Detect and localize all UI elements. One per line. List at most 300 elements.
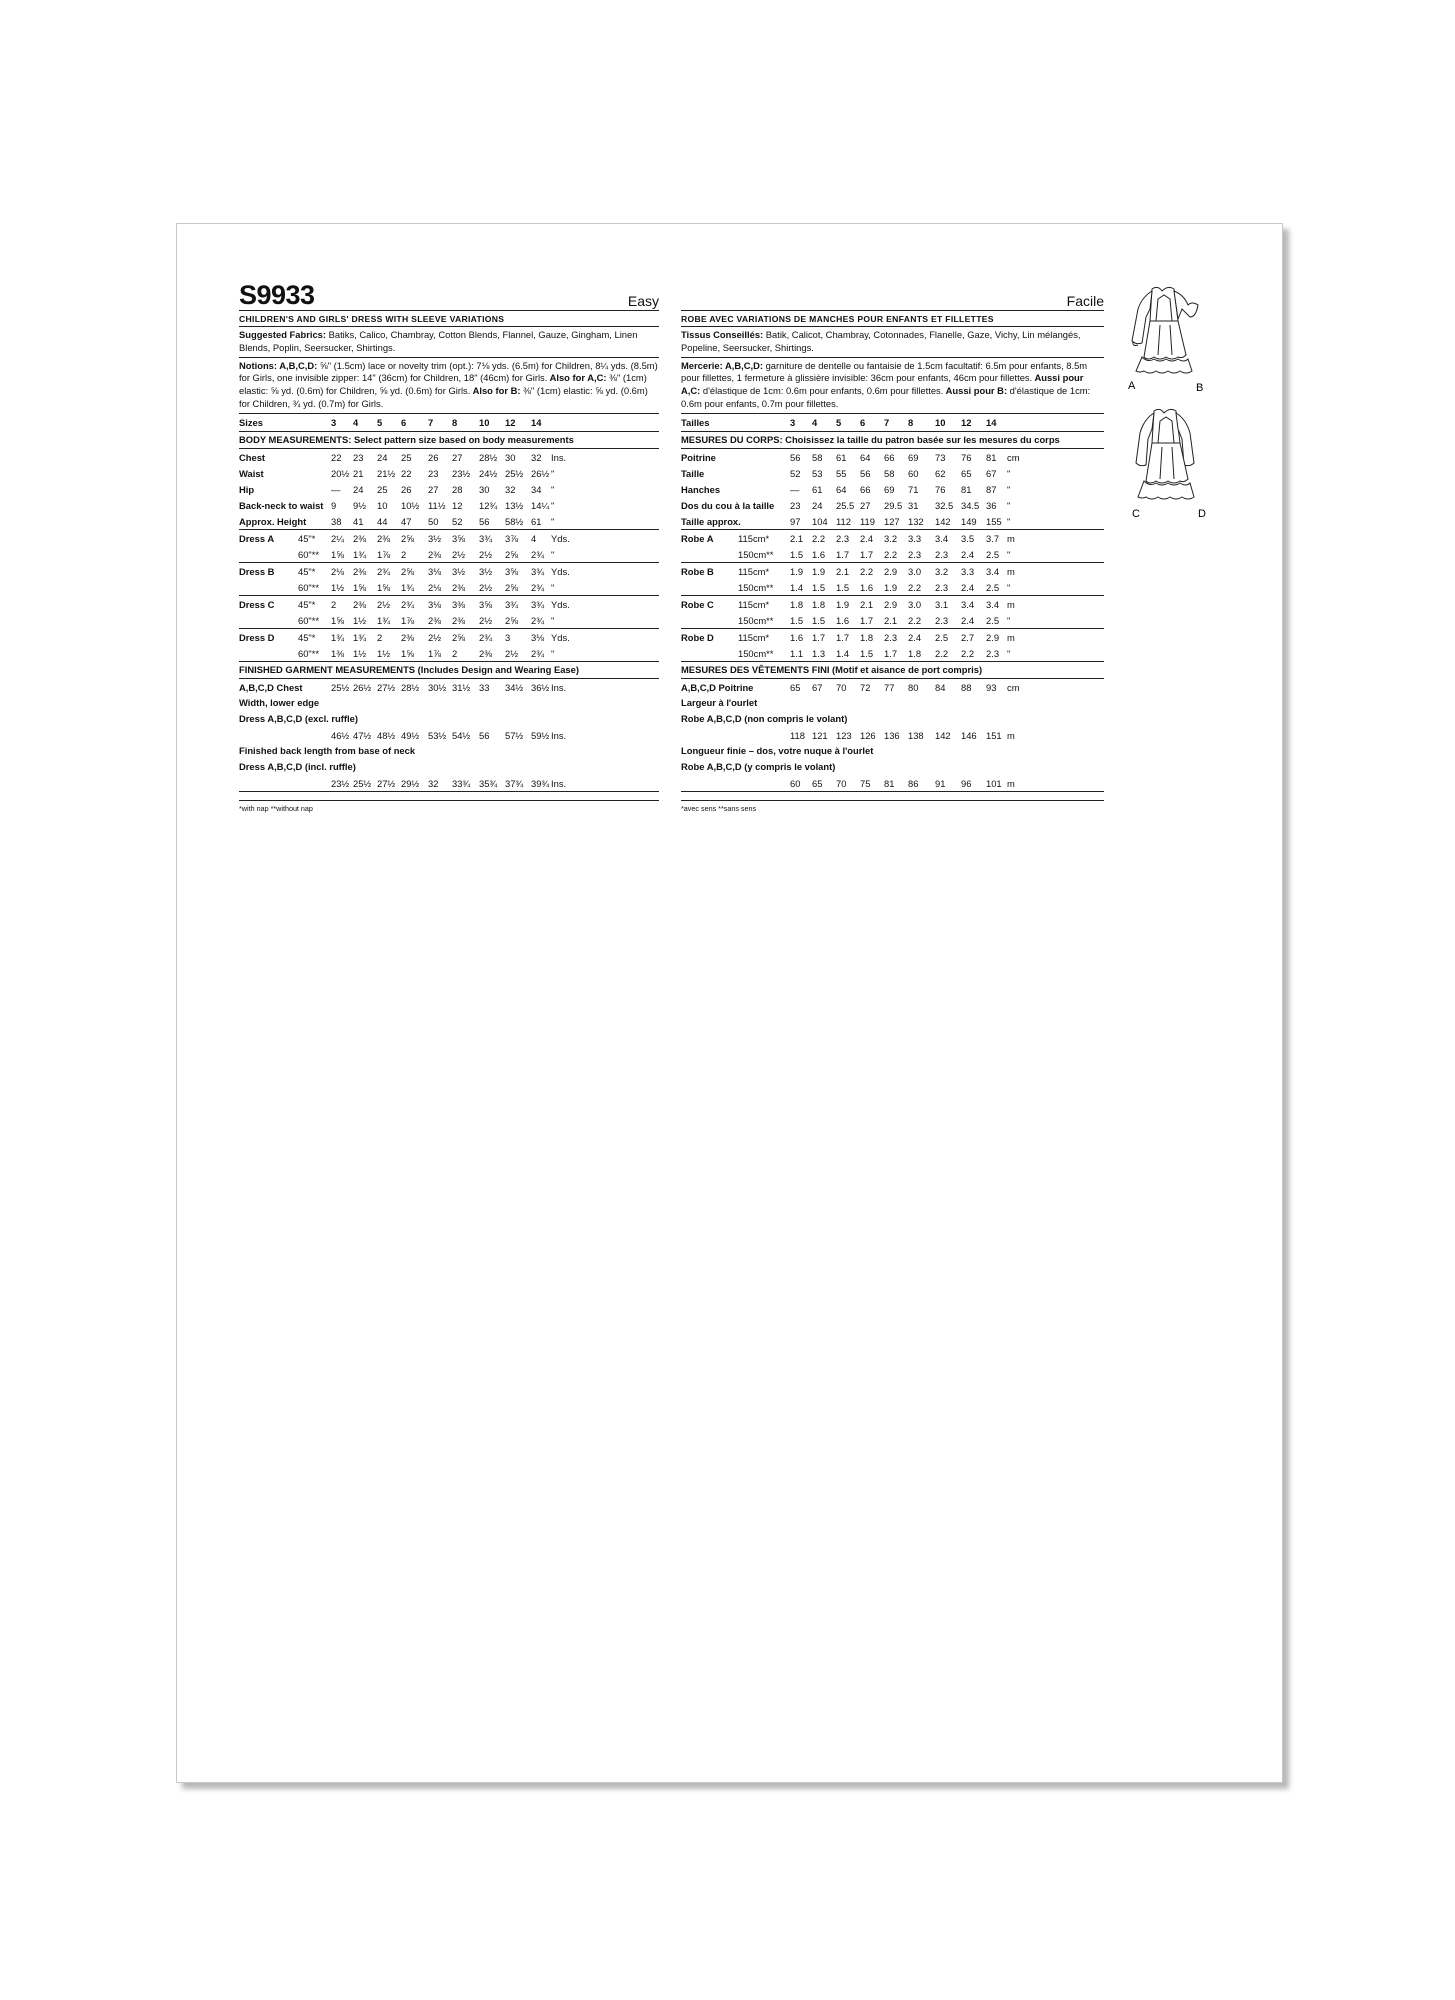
value-cell: 2.5: [935, 631, 949, 643]
value-cell: 59½: [531, 729, 550, 741]
value-cell: 97: [790, 515, 801, 527]
value-cell: 2.4: [860, 532, 874, 544]
value-cell: 2¾: [479, 631, 493, 643]
value-cell: 44: [377, 515, 388, 527]
value-cell: 23: [790, 499, 801, 511]
value-cell: 20½: [331, 467, 350, 479]
value-cell: 155: [986, 515, 1002, 527]
value-cell: 27: [428, 483, 439, 495]
unit-cell: ": [551, 548, 555, 560]
value-cell: 1.3: [812, 647, 826, 659]
value-cell: 12: [505, 416, 516, 428]
fabric-width: 45"*: [298, 565, 316, 577]
suggested-fabrics: [239, 327, 659, 358]
view-label: Dress A: [239, 532, 275, 544]
value-cell: 2½: [505, 647, 519, 659]
value-cell: 2.5: [986, 548, 1000, 560]
value-cell: 37¾: [505, 777, 524, 789]
value-cell: 2.9: [884, 598, 898, 610]
yardage-group: [239, 530, 659, 563]
value-cell: —: [790, 483, 800, 495]
value-cell: 27½: [377, 777, 396, 789]
fabric-width: 150cm**: [738, 581, 774, 593]
value-cell: 3¾: [505, 598, 519, 610]
value-cell: 1⅝: [353, 581, 367, 593]
value-cell: 2¾: [531, 548, 545, 560]
notions-text: ⅜" (1cm) elastic: ⅝ yd. (0.6m) for Children, ⅝ yd. (0.6m) for Girls.: [239, 372, 647, 397]
value-cell: 2⅜: [452, 581, 466, 593]
fabric-width: 45"*: [298, 598, 316, 610]
value-cell: 1½: [331, 581, 345, 593]
value-cell: 3½: [479, 565, 493, 577]
value-cell: 6: [401, 416, 407, 428]
value-cell: 2.1: [790, 532, 804, 544]
finished-back-row: [239, 775, 659, 792]
value-cell: 2.4: [961, 548, 975, 560]
yardage-row: [239, 645, 659, 661]
value-cell: 12¾: [479, 499, 498, 511]
unit-cell: ": [1007, 581, 1011, 593]
suggested-fabrics: [681, 327, 1104, 358]
yardage-group: [239, 596, 659, 629]
view-label: Dress B: [239, 565, 275, 577]
value-cell: 1⅞: [428, 647, 442, 659]
finished-back-label: Longueur finie – dos, votre nuque à l'ourlet: [681, 744, 874, 756]
value-cell: 58: [812, 451, 823, 463]
value-cell: 64: [836, 483, 847, 495]
value-cell: 1.7: [860, 614, 874, 626]
value-cell: 2½: [428, 631, 442, 643]
body-measurement-row: [239, 449, 659, 465]
value-cell: 67: [986, 467, 997, 479]
unit-cell: ": [1007, 647, 1011, 659]
value-cell: 73: [935, 451, 946, 463]
finished-width-sublabel: Dress A,B,C,D (excl. ruffle): [239, 712, 358, 724]
value-cell: 1.6: [836, 614, 850, 626]
value-cell: 7: [428, 416, 434, 428]
view-label: Dress C: [239, 598, 275, 610]
unit-cell: ": [551, 499, 555, 511]
value-cell: 2½: [479, 581, 493, 593]
value-cell: 39¾: [531, 777, 550, 789]
unit-cell: m: [1007, 565, 1015, 577]
value-cell: 34.5: [961, 499, 980, 511]
value-cell: 2⅜: [479, 647, 493, 659]
value-cell: 2.2: [884, 548, 898, 560]
yardage-row: [239, 612, 659, 628]
value-cell: 1.5: [860, 647, 874, 659]
value-cell: 2½: [377, 598, 391, 610]
english-column: [239, 282, 659, 813]
notions-text: ⅜" (1cm) elastic: ⅝ yd. (0.6m) for Children, ¾ yd. (0.7m) for Girls.: [239, 385, 648, 409]
value-cell: 2⅝: [401, 532, 415, 544]
value-cell: 149: [961, 515, 977, 527]
value-cell: 2⅝: [505, 614, 519, 626]
value-cell: 2.9: [986, 631, 1000, 643]
notions-text: ⅝" (1.5cm) lace or novelty trim (opt.): 7⅛ yds. (6.5m) for Children, 8¼ yds. (8.5m) for Girls, one invisible zipper: 14" (36cm) for Children, 18" (46cm) for Girls.: [239, 359, 658, 384]
view-label-b: B: [1196, 382, 1204, 394]
value-cell: 55: [836, 467, 847, 479]
value-cell: 1.9: [884, 581, 898, 593]
value-cell: 56: [790, 451, 801, 463]
value-cell: 1.4: [790, 581, 804, 593]
yardage-group: [239, 563, 659, 596]
value-cell: —: [331, 483, 341, 495]
value-cell: 101: [986, 777, 1002, 789]
value-cell: 2½: [479, 614, 493, 626]
view-label: Robe D: [681, 631, 714, 643]
unit-cell: m: [1007, 532, 1015, 544]
header-row: [239, 282, 659, 311]
value-cell: 3.0: [908, 565, 922, 577]
row-label: Waist: [239, 467, 264, 479]
value-cell: 1.5: [790, 614, 804, 626]
value-cell: 3.5: [961, 532, 975, 544]
value-cell: 127: [884, 515, 900, 527]
value-cell: 2: [401, 548, 407, 560]
value-cell: 10: [479, 416, 490, 428]
value-cell: 2.5: [986, 614, 1000, 626]
value-cell: 47½: [353, 729, 372, 741]
value-cell: 12: [961, 416, 972, 428]
value-cell: 30: [479, 483, 490, 495]
value-cell: 3½: [428, 532, 442, 544]
value-cell: 6: [860, 416, 866, 428]
notions-text: garniture de dentelle ou fantaisie de 1.5cm facultatif: 6.5m pour enfants, 8.5m pour fillettes, 1 fermeture à glissière invisible: 36cm pour enfants, 46cm pour fillettes.: [681, 359, 1088, 384]
value-cell: 1.8: [908, 647, 922, 659]
view-label: Dress D: [239, 631, 275, 643]
row-label: Hanches: [681, 483, 721, 495]
value-cell: 2.4: [961, 581, 975, 593]
yardage-row: [239, 596, 659, 612]
value-cell: 3.3: [908, 532, 922, 544]
value-cell: 2.3: [884, 631, 898, 643]
value-cell: 29.5: [884, 499, 903, 511]
value-cell: 29½: [401, 777, 420, 789]
value-cell: 1⅜: [331, 647, 345, 659]
footnote: *avec sens **sans sens: [681, 800, 1104, 813]
value-cell: 36: [986, 499, 997, 511]
value-cell: 27½: [377, 681, 396, 693]
measurements-table: [239, 414, 659, 813]
value-cell: 3.1: [935, 598, 949, 610]
value-cell: 50: [428, 515, 439, 527]
value-cell: 138: [908, 729, 924, 741]
body-measurement-row: [239, 465, 659, 481]
value-cell: 2¼: [331, 532, 345, 544]
value-cell: 28: [452, 483, 463, 495]
body-measurement-row: [681, 513, 1104, 529]
row-label: Chest: [239, 451, 266, 463]
unit-cell: m: [1007, 598, 1015, 610]
row-label: Dos du cou à la taille: [681, 499, 775, 511]
value-cell: 48½: [377, 729, 396, 741]
yardage-row: [239, 546, 659, 562]
finished-width-row: [239, 727, 659, 743]
value-cell: 23: [353, 451, 364, 463]
value-cell: 104: [812, 515, 828, 527]
value-cell: 1⅞: [377, 548, 391, 560]
value-cell: 23: [428, 467, 439, 479]
value-cell: 8: [908, 416, 914, 428]
value-cell: 2½: [479, 548, 493, 560]
value-cell: 2.4: [961, 614, 975, 626]
value-cell: 1½: [353, 647, 367, 659]
value-cell: 7: [884, 416, 890, 428]
value-cell: 2⅜: [377, 532, 391, 544]
value-cell: 1.9: [812, 565, 826, 577]
value-cell: 69: [884, 483, 895, 495]
value-cell: 2¾: [531, 614, 545, 626]
finished-measurements-heading: MESURES DES VÊTEMENTS FINI (Motif et aisance de port compris): [681, 662, 1104, 679]
value-cell: 61: [836, 451, 847, 463]
value-cell: 71: [908, 483, 919, 495]
notions-label: Mercerie: A,B,C,D:: [681, 359, 763, 371]
value-cell: 1.6: [790, 631, 804, 643]
value-cell: 24: [353, 483, 364, 495]
value-cell: 1.6: [812, 548, 826, 560]
fabric-width: 60"**: [298, 614, 320, 626]
unit-cell: cm: [1007, 451, 1020, 463]
value-cell: 56: [479, 515, 490, 527]
value-cell: 3.4: [986, 598, 1000, 610]
value-cell: 27: [860, 499, 871, 511]
value-cell: 3¾: [531, 565, 545, 577]
unit-cell: Yds.: [551, 565, 570, 577]
value-cell: 76: [935, 483, 946, 495]
finished-chest-row: [681, 679, 1104, 695]
value-cell: 2⅜: [353, 565, 367, 577]
body-measurement-row: [239, 497, 659, 513]
value-cell: 3⅞: [505, 532, 519, 544]
value-cell: 35¾: [479, 777, 498, 789]
value-cell: 46½: [331, 729, 350, 741]
value-cell: 93: [986, 681, 997, 693]
value-cell: 96: [961, 777, 972, 789]
yardage-group: [681, 629, 1104, 662]
value-cell: 3¾: [531, 598, 545, 610]
finished-back-sublabel: Robe A,B,C,D (y compris le volant): [681, 760, 836, 772]
value-cell: 86: [908, 777, 919, 789]
value-cell: 27: [452, 451, 463, 463]
value-cell: 1.5: [790, 548, 804, 560]
value-cell: 32.5: [935, 499, 954, 511]
value-cell: 2½: [452, 548, 466, 560]
difficulty-level: Facile: [1066, 293, 1104, 309]
value-cell: 2.2: [908, 614, 922, 626]
value-cell: 3: [505, 631, 511, 643]
value-cell: 3⅛: [428, 565, 442, 577]
value-cell: 52: [452, 515, 463, 527]
value-cell: 2.2: [908, 581, 922, 593]
value-cell: 23½: [452, 467, 471, 479]
row-label: Sizes: [239, 416, 263, 428]
value-cell: 2¾: [531, 647, 545, 659]
finished-chest-row: [239, 679, 659, 695]
value-cell: 58½: [505, 515, 524, 527]
yardage-row: [239, 629, 659, 645]
value-cell: 2.3: [986, 647, 1000, 659]
value-cell: 2: [331, 598, 337, 610]
value-cell: 118: [790, 729, 805, 741]
french-column: [681, 282, 1104, 813]
value-cell: 26: [401, 483, 412, 495]
value-cell: 70: [836, 777, 847, 789]
value-cell: 2⅝: [452, 631, 466, 643]
value-cell: 2⅝: [401, 565, 415, 577]
value-cell: 2.5: [986, 581, 1000, 593]
value-cell: 2⅛: [331, 565, 345, 577]
value-cell: 87: [986, 483, 997, 495]
row-label: Approx. Height: [239, 515, 307, 527]
yardage-table: [239, 530, 659, 662]
yardage-row: [239, 563, 659, 579]
value-cell: 3: [331, 416, 337, 428]
finished-width-label: Largeur à l'ourlet: [681, 696, 758, 708]
unit-cell: ": [551, 647, 555, 659]
value-cell: 1.8: [790, 598, 804, 610]
value-cell: 2¾: [401, 598, 415, 610]
value-cell: 75: [860, 777, 871, 789]
fabrics-text: Batiks, Calico, Chambray, Cotton Blends, Flannel, Gauze, Gingham, Linen Blends, Poplin, Seersucker, Shirtings.: [239, 329, 638, 353]
value-cell: 2.2: [812, 532, 826, 544]
value-cell: 3¾: [479, 532, 493, 544]
value-cell: 32: [505, 483, 516, 495]
value-cell: 13½: [505, 499, 524, 511]
notions-text: d'élastique de 1cm: 0.6m pour enfants, 0.6m pour fillettes.: [700, 385, 944, 397]
value-cell: 3.2: [884, 532, 898, 544]
value-cell: 1½: [353, 614, 367, 626]
value-cell: 2⅛: [428, 581, 442, 593]
value-cell: 3⅝: [505, 565, 519, 577]
dress-a-b-illustration: [1132, 287, 1198, 373]
notions-also-label: Aussi pour B:: [943, 385, 1008, 397]
value-cell: 136: [884, 729, 900, 741]
value-cell: 58: [884, 467, 895, 479]
value-cell: 132: [908, 515, 924, 527]
value-cell: 1.4: [836, 647, 850, 659]
unit-cell: ": [551, 483, 555, 495]
value-cell: 4: [353, 416, 359, 428]
fabric-width: 60"**: [298, 647, 320, 659]
value-cell: 3⅜: [452, 598, 466, 610]
yardage-row: [239, 579, 659, 595]
fabric-width: 150cm**: [738, 548, 774, 560]
header-row: [681, 282, 1104, 311]
value-cell: 10½: [401, 499, 420, 511]
view-label-c: C: [1132, 508, 1140, 520]
notions-label: Notions: A,B,C,D:: [239, 359, 318, 371]
value-cell: 65: [961, 467, 972, 479]
unit-cell: Ins.: [551, 681, 567, 693]
unit-cell: ": [1007, 548, 1011, 560]
value-cell: 2⅝: [505, 548, 519, 560]
value-cell: 61: [812, 483, 823, 495]
value-cell: 2.1: [860, 598, 874, 610]
unit-cell: ": [1007, 614, 1011, 626]
unit-cell: Ins.: [551, 451, 567, 463]
value-cell: 1.7: [836, 631, 850, 643]
fabrics-label: Tissus Conseillés:: [681, 329, 764, 340]
value-cell: 2: [377, 631, 383, 643]
value-cell: 23½: [331, 777, 350, 789]
value-cell: 62: [935, 467, 946, 479]
view-label-d: D: [1198, 508, 1206, 520]
value-cell: 1.8: [812, 598, 826, 610]
value-cell: 30: [505, 451, 516, 463]
yardage-row: [681, 645, 1104, 661]
notions: [681, 358, 1104, 414]
body-measurement-row: [239, 481, 659, 497]
value-cell: 1.8: [860, 631, 874, 643]
pattern-title: CHILDREN'S AND GIRLS' DRESS WITH SLEEVE VARIATIONS: [239, 311, 659, 327]
value-cell: 3: [790, 416, 796, 428]
value-cell: 49½: [401, 729, 420, 741]
value-cell: 25.5: [836, 499, 855, 511]
value-cell: 2: [452, 647, 458, 659]
yardage-row: [681, 546, 1104, 562]
value-cell: 11½: [428, 499, 446, 511]
difficulty-level: Easy: [627, 293, 659, 309]
value-cell: 1⅝: [331, 614, 345, 626]
value-cell: 123: [836, 729, 852, 741]
value-cell: 10: [377, 499, 388, 511]
value-cell: 1½: [377, 647, 391, 659]
fabric-width: 60"**: [298, 548, 320, 560]
value-cell: 60: [908, 467, 919, 479]
body-measurement-row: [681, 465, 1104, 481]
value-cell: 2¾: [531, 581, 545, 593]
finished-width-label: Width, lower edge: [239, 696, 320, 708]
value-cell: 121: [812, 729, 828, 741]
value-cell: 146: [961, 729, 977, 741]
value-cell: 60: [790, 777, 801, 789]
value-cell: 3⅝: [479, 598, 493, 610]
finished-width-row: [681, 727, 1104, 743]
value-cell: 3.2: [935, 565, 949, 577]
yardage-table: [681, 530, 1104, 662]
value-cell: 3.0: [908, 598, 922, 610]
value-cell: 34½: [505, 681, 524, 693]
value-cell: 33¾: [452, 777, 471, 789]
measurements-table: [681, 414, 1104, 813]
value-cell: 8: [452, 416, 458, 428]
value-cell: 38: [331, 515, 342, 527]
unit-cell: Ins.: [551, 777, 567, 789]
value-cell: 10: [935, 416, 946, 428]
value-cell: 80: [908, 681, 919, 693]
unit-cell: ": [551, 467, 555, 479]
unit-cell: ": [1007, 515, 1011, 527]
value-cell: 30½: [428, 681, 447, 693]
value-cell: 65: [812, 777, 823, 789]
value-cell: 1⅝: [377, 581, 391, 593]
value-cell: 3.3: [961, 565, 975, 577]
value-cell: 2.1: [884, 614, 898, 626]
row-label: A,B,C,D Poitrine: [681, 681, 754, 693]
unit-cell: ": [1007, 467, 1011, 479]
value-cell: 1.6: [860, 581, 874, 593]
value-cell: 24: [377, 451, 388, 463]
value-cell: 66: [860, 483, 871, 495]
value-cell: 67: [812, 681, 823, 693]
yardage-group: [239, 629, 659, 662]
value-cell: 1⅞: [401, 614, 415, 626]
pattern-title: ROBE AVEC VARIATIONS DE MANCHES POUR ENFANTS ET FILLETTES: [681, 311, 1104, 327]
body-measurement-row: [681, 497, 1104, 513]
value-cell: 2.9: [884, 565, 898, 577]
yardage-row: [681, 579, 1104, 595]
